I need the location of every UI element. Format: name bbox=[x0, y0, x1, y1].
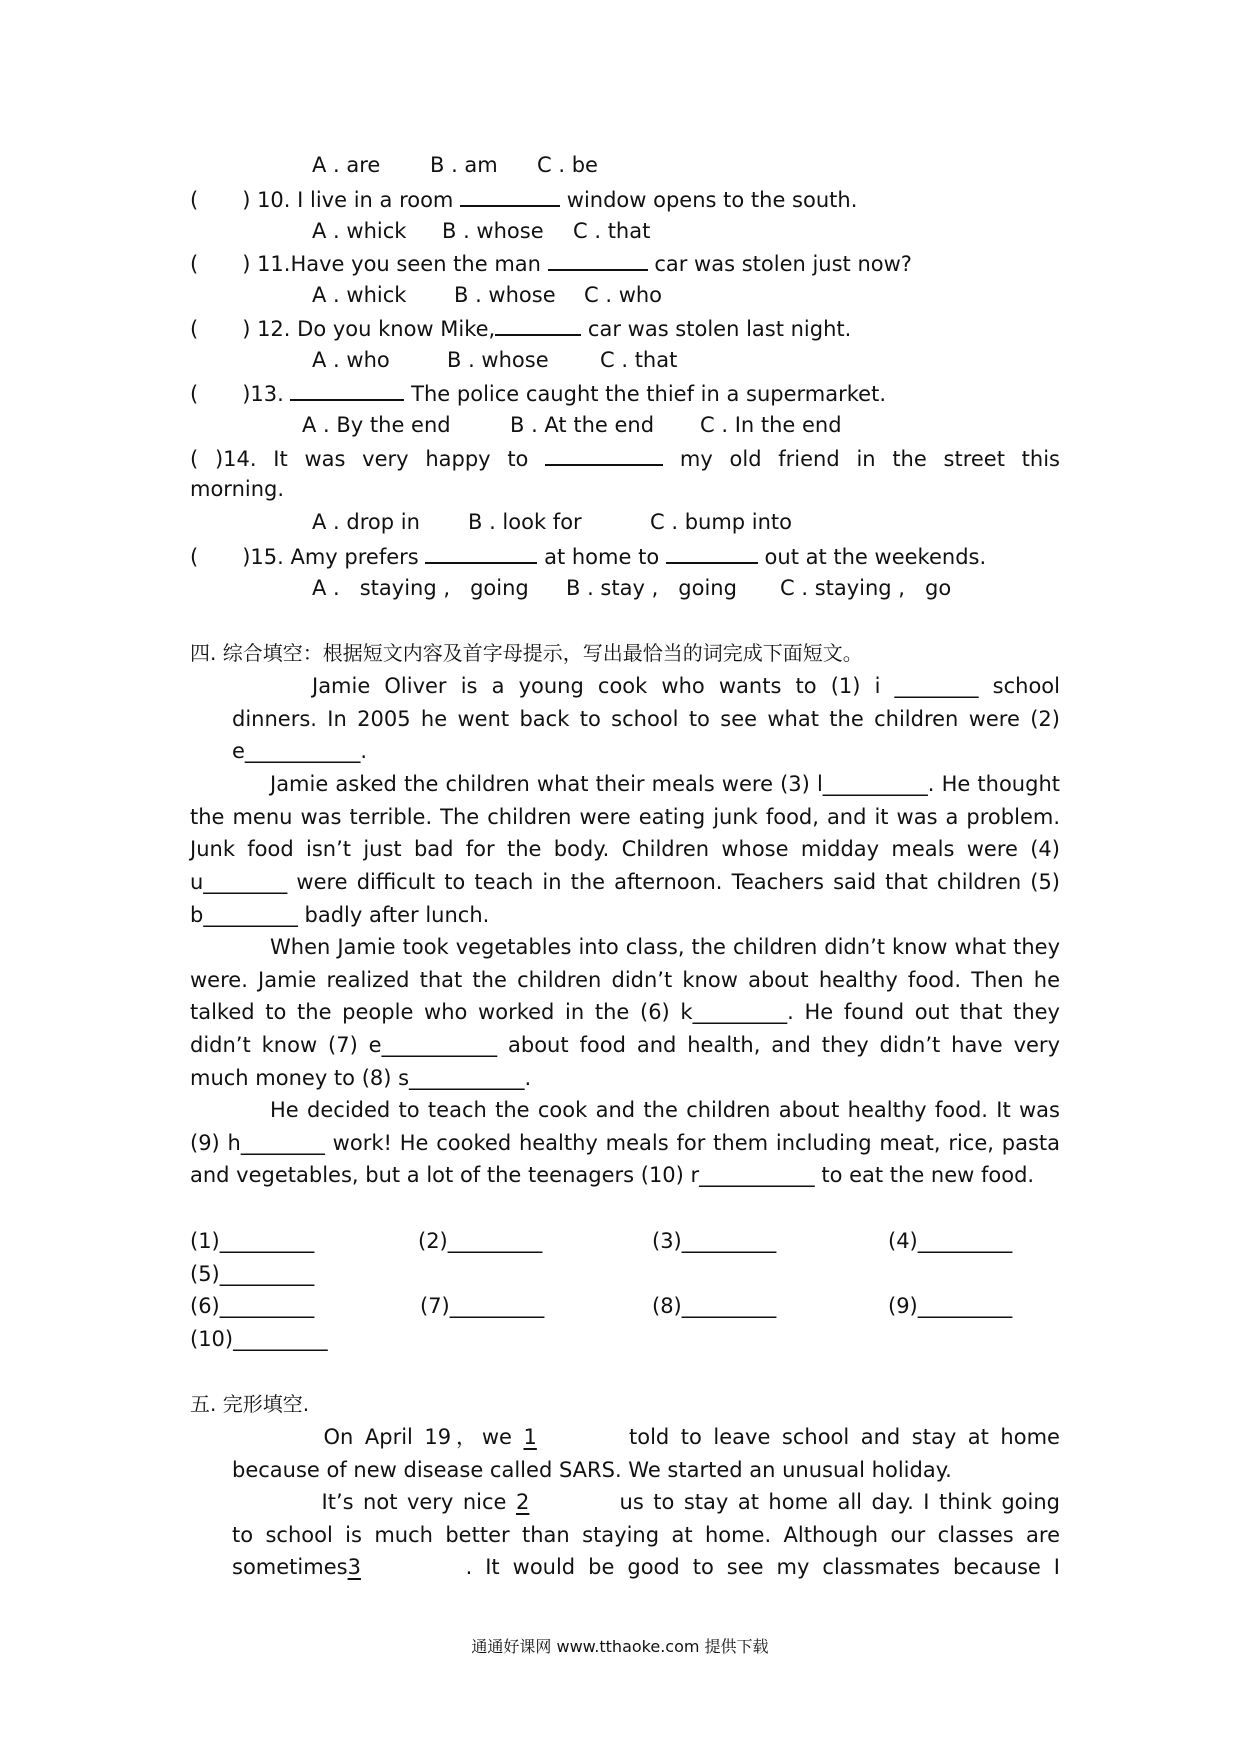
q9-option-c: C . be bbox=[537, 153, 598, 177]
cloze-text: told to leave school and stay at home bbox=[629, 1425, 1060, 1449]
question-text: ) 10. I live in a room bbox=[242, 188, 454, 212]
q13-option-a: A . By the end bbox=[302, 413, 451, 437]
answer-slot-10[interactable]: (10)_________ bbox=[190, 1327, 328, 1351]
question-text-tail: window opens to the south. bbox=[566, 188, 858, 212]
section-5-heading: 五. 完形填空. bbox=[190, 1392, 310, 1416]
question-text: ) 12. Do you know Mike, bbox=[242, 317, 496, 341]
cloze-text: It’s not very nice bbox=[321, 1490, 507, 1514]
cloze-line-5 bbox=[232, 1552, 1060, 1582]
q15-option-b: B . stay , going bbox=[566, 576, 737, 600]
question-text: )13. bbox=[242, 382, 284, 406]
answer-slot-2[interactable]: (2)_________ bbox=[418, 1229, 543, 1253]
cloze-line-3 bbox=[232, 1487, 1060, 1517]
q12-option-c: C . that bbox=[600, 348, 678, 372]
answer-blank[interactable] bbox=[425, 540, 537, 564]
q11-option-b: B . whose bbox=[454, 283, 556, 307]
answer-blank[interactable] bbox=[290, 377, 404, 401]
question-text-tail: car was stolen last night. bbox=[587, 317, 852, 341]
question-text: )14. It was very happy to bbox=[214, 447, 529, 471]
question-14-continued: morning. bbox=[190, 477, 285, 501]
q14-option-b: B . look for bbox=[468, 510, 582, 534]
passage-paragraph-2 bbox=[190, 768, 1060, 932]
cloze-blank-2[interactable]: 2 bbox=[516, 1490, 530, 1514]
passage-paragraph-4 bbox=[190, 1094, 1060, 1192]
answer-slot-9[interactable]: (9)_________ bbox=[888, 1294, 1013, 1318]
q9-option-a: A . are bbox=[312, 153, 381, 177]
passage-text: Jamie Oliver is a young cook who wants to (1) i ________ school dinners. In 2005 he went back to school to see what the children were (2) e___________. bbox=[232, 674, 1060, 764]
answer-slot-8[interactable]: (8)_________ bbox=[652, 1294, 777, 1318]
passage-text: He decided to teach the cook and the children about healthy food. It was (9) h________ work! He cooked healthy meals for them including meat, rice, pasta and vegetables, but a lot of the teenagers (10) r___________ to eat the new food. bbox=[190, 1098, 1060, 1188]
cloze-blank-1[interactable]: 1 bbox=[523, 1425, 537, 1449]
q11-option-a: A . whick bbox=[312, 283, 407, 307]
q9-option-b: B . am bbox=[430, 153, 498, 177]
answer-slot-4[interactable]: (4)_________ bbox=[888, 1229, 1013, 1253]
answer-paren: ( bbox=[190, 382, 199, 406]
question-text: )15. Amy prefers bbox=[242, 545, 419, 569]
cloze-text: On April 19，we bbox=[323, 1425, 512, 1449]
answer-slot-1[interactable]: (1)_________ bbox=[190, 1229, 315, 1253]
question-text-tail: my old friend in the street this bbox=[679, 447, 1060, 471]
cloze-text: sometimes bbox=[232, 1555, 348, 1579]
question-text: ) 11.Have you seen the man bbox=[242, 252, 541, 276]
answer-slot-3[interactable]: (3)_________ bbox=[652, 1229, 777, 1253]
cloze-line-2: because of new disease called SARS. We started an unusual holiday. bbox=[232, 1458, 952, 1482]
question-text-tail: out at the weekends. bbox=[764, 545, 987, 569]
answer-slot-6[interactable]: (6)_________ bbox=[190, 1294, 315, 1318]
question-text-tail: The police caught the thief in a supermarket. bbox=[411, 382, 886, 406]
cloze-text: . It would be good to see my classmates because I bbox=[465, 1555, 1060, 1579]
answer-blank[interactable] bbox=[666, 540, 758, 564]
passage-paragraph-1 bbox=[232, 670, 1060, 768]
passage-text: Jamie asked the children what their meals were (3) l__________. He thought the menu was terrible. The children were eating junk food, and it was a problem. Junk food isn’t just bad for the body. Children whose midday meals were (4) u________ were difficult to teach in the afternoon. Teachers said that children (5) b_________ badly after lunch. bbox=[190, 772, 1060, 927]
footer-source: 通通好课网 www.tthaoke.com 提供下载 bbox=[471, 1637, 769, 1656]
question-text-tail: car was stolen just now? bbox=[654, 252, 912, 276]
q13-option-c: C . In the end bbox=[700, 413, 842, 437]
q15-option-a: A . staying , going bbox=[312, 576, 529, 600]
passage-paragraph-3 bbox=[190, 931, 1060, 1095]
cloze-line-4: to school is much better than staying at home. Although our classes are bbox=[232, 1523, 1060, 1547]
q12-option-a: A . who bbox=[312, 348, 390, 372]
q10-option-a: A . whick bbox=[312, 219, 407, 243]
answer-paren: ( bbox=[190, 252, 199, 276]
q12-option-b: B . whose bbox=[447, 348, 549, 372]
q11-option-c: C . who bbox=[584, 283, 663, 307]
cloze-text: us to stay at home all day. I think going bbox=[619, 1490, 1061, 1514]
answer-paren: ( bbox=[190, 317, 199, 341]
question-text-mid: at home to bbox=[544, 545, 660, 569]
q10-option-b: B . whose bbox=[442, 219, 544, 243]
question-14 bbox=[190, 442, 1060, 472]
answer-blank[interactable] bbox=[548, 247, 648, 271]
q10-option-c: C . that bbox=[573, 219, 651, 243]
question-11 bbox=[190, 247, 1060, 277]
answer-paren: ( bbox=[190, 447, 199, 471]
q14-option-a: A . drop in bbox=[312, 510, 420, 534]
answer-paren: ( bbox=[190, 545, 199, 569]
section-4-heading: 四. 综合填空：根据短文内容及首字母提示，写出最恰当的词完成下面短文。 bbox=[190, 641, 863, 665]
question-15 bbox=[190, 540, 1060, 570]
answer-slot-5[interactable]: (5)_________ bbox=[190, 1262, 315, 1286]
question-13 bbox=[190, 377, 1060, 407]
q14-option-c: C . bump into bbox=[650, 510, 793, 534]
q15-option-c: C . staying , go bbox=[780, 576, 952, 600]
answer-paren: ( bbox=[190, 188, 199, 212]
answer-slot-7[interactable]: (7)_________ bbox=[420, 1294, 545, 1318]
question-10 bbox=[190, 183, 1060, 213]
q13-option-b: B . At the end bbox=[510, 413, 655, 437]
cloze-line-1 bbox=[232, 1422, 1060, 1452]
answer-blank[interactable] bbox=[495, 312, 581, 336]
cloze-blank-3[interactable]: 3 bbox=[347, 1555, 361, 1579]
answer-blank[interactable] bbox=[545, 442, 663, 466]
question-12 bbox=[190, 312, 1060, 342]
answer-blank[interactable] bbox=[460, 183, 560, 207]
passage-text: When Jamie took vegetables into class, the children didn’t know what they were. Jamie realized that the children didn’t know about healthy food. Then he talked to the people who worked in the (6) k_________. He found out that they didn’t know (7) e___________ about food and health, and they didn’t have very much money to (8) s___________. bbox=[190, 935, 1060, 1090]
